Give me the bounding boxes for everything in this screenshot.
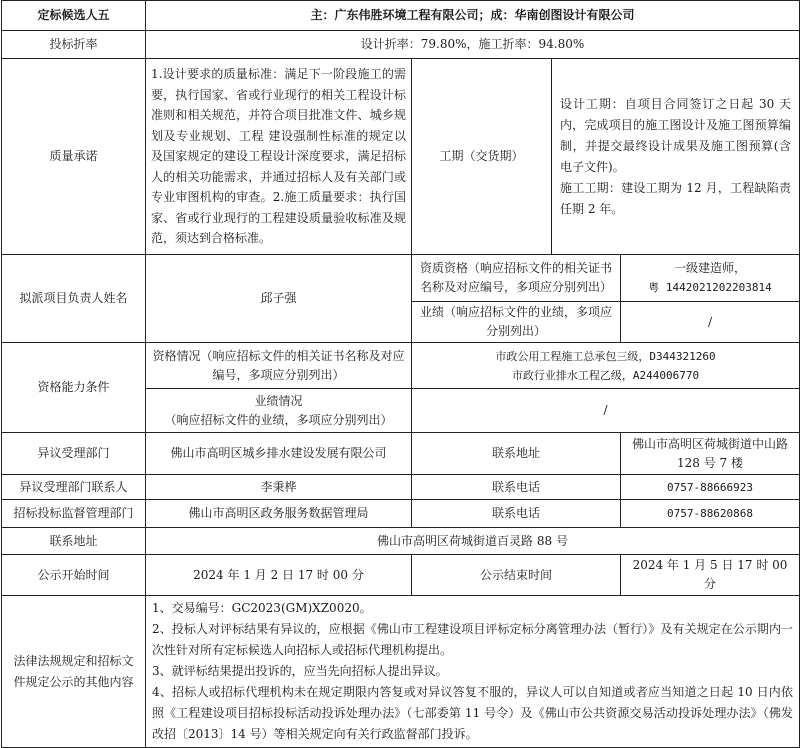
capability-qual-line2: 市政行业排水工程乙级，A244006770 (511, 368, 700, 382)
publicity-start-value: 2024 年 1 月 2 日 17 时 00 分 (146, 555, 412, 596)
legal-content (146, 596, 800, 748)
legal-label: 法律法规规定和招标文件规定公示的其他内容 (2, 596, 146, 748)
manager-name: 邱子强 (146, 255, 412, 343)
supervision-addr-label: 联系地址 (2, 528, 146, 555)
capability-qual-cell (412, 343, 800, 389)
quality-label: 质量承诺 (2, 59, 146, 255)
period-label: 工期（交货期） (412, 59, 552, 255)
legal-item-1: 1、交易编号：GC2023(GM)XZ0020。 (152, 601, 372, 615)
supervision-phone-value: 0757-88620868 (621, 500, 800, 528)
objection-phone-value: 0757-88666923 (621, 475, 800, 500)
candidate-value: 主：广东伟胜环境工程有限公司；成：华南创图设计有限公司 (146, 1, 800, 31)
capability-perf-title: 业绩情况 (254, 393, 303, 408)
objection-contact-label: 异议受理部门联系人 (2, 475, 146, 500)
manager-qual-label: 资质资格（响应招标文件的相关证书名称及对应编号，多项应分别列出） (412, 255, 621, 302)
candidate-label: 定标候选人五 (2, 1, 146, 31)
period-design: 设计工期：自项目合同签订之日起 30 天内，完成项目的施工图设计及施工图预算编制，并提交最终设计成果及施工图预算(含电子文件)。 (560, 96, 792, 174)
bid-candidate-table (1, 0, 800, 748)
objection-dept-label: 异议受理部门 (2, 433, 146, 475)
manager-qual-title: 一级建造师， (674, 261, 747, 275)
quality-text: 1.设计要求的质量标准：满足下一阶段施工的需要，执行国家、省或行业现行的相关工程设计标准则和相关规范，并符合项目批准文件、城乡规划及专业规划、工程 建设强制性标准的规定以及国家规定的建设工程设计深度要求，满足招标人的相关功能需求，并通过招标人及有关部门或专业审图机构的审查。2.施工质量要求：执行国家、省或行业现行的工程建设质量验收标准及规范，须达到合格标准。 (146, 59, 412, 255)
supervision-addr-value: 佛山市高明区荷城街道百灵路 88 号 (146, 528, 800, 555)
legal-item-2: 2、投标人对评标结果有异议的，应根据《佛山市工程建设项目评标定标分离管理办法（暂行）》及有关规定在公示期内一次性针对所有定标候选人向招标人或招标代理机构提出。 (152, 622, 794, 657)
objection-addr-cell (621, 433, 800, 475)
objection-addr-line2: 128 号 7 楼 (677, 455, 743, 470)
capability-perf-value: / (412, 389, 800, 433)
objection-addr-label: 联系地址 (412, 433, 621, 475)
objection-dept-value: 佛山市高明区城乡排水建设发展有限公司 (146, 433, 412, 475)
capability-qual-line1: 市政公用工程施工总承包三级，D344321260 (495, 349, 716, 363)
publicity-start-label: 公示开始时间 (2, 555, 146, 596)
manager-label: 拟派项目负责人姓名 (2, 255, 146, 343)
supervision-label: 招标投标监督管理部门 (2, 500, 146, 528)
objection-addr-line1: 佛山市高明区荷城街道中山路 (632, 436, 789, 451)
discount-value: 设计折率：79.80%，施工折率：94.80% (146, 31, 800, 59)
manager-perf-value: / (621, 302, 800, 343)
legal-item-3: 3、就评标结果提出投诉的，应当先向招标人提出异议。 (152, 664, 448, 678)
legal-item-4: 4、招标人或招标代理机构未在规定期限内答复或对异议答复不服的，异议人可以自知道或者应当知道之日起 10 日内依照《工程建设项目招标投标活动投诉处理办法》（七部委第 11 号令）及《佛山市公共资源交易活动投诉处理办法》（佛发改招〔2013〕14 号）等相关规定向有关行政监督部门投诉。 (152, 685, 794, 741)
manager-qual-code: 粤 1442021202203814 (648, 281, 772, 294)
manager-perf-label: 业绩（响应招标文件的业绩，多项应分别列出） (412, 302, 621, 343)
capability-perf-label (146, 389, 412, 433)
objection-phone-label: 联系电话 (412, 475, 621, 500)
publicity-end-value: 2024 年 1 月 5 日 17 时 00 分 (621, 555, 800, 596)
period-construction: 施工工期：建设工期为 12 月，工程缺陷责任期 2 年。 (560, 180, 792, 216)
objection-contact-value: 李秉桦 (146, 475, 412, 500)
capability-qual-label: 资格情况（响应招标文件的相关证书名称及对应编号，多项应分别列出） (146, 343, 412, 389)
discount-label: 投标折率 (2, 31, 146, 59)
supervision-phone-label: 联系电话 (412, 500, 621, 528)
publicity-end-label: 公示结束时间 (412, 555, 621, 596)
period-cell (552, 59, 800, 255)
manager-qual-cell (621, 255, 800, 302)
capability-label: 资格能力条件 (2, 343, 146, 433)
supervision-value: 佛山市高明区政务服务数据管理局 (146, 500, 412, 528)
capability-perf-note: （响应招标文件的业绩，多项应分别列出） (164, 412, 393, 427)
